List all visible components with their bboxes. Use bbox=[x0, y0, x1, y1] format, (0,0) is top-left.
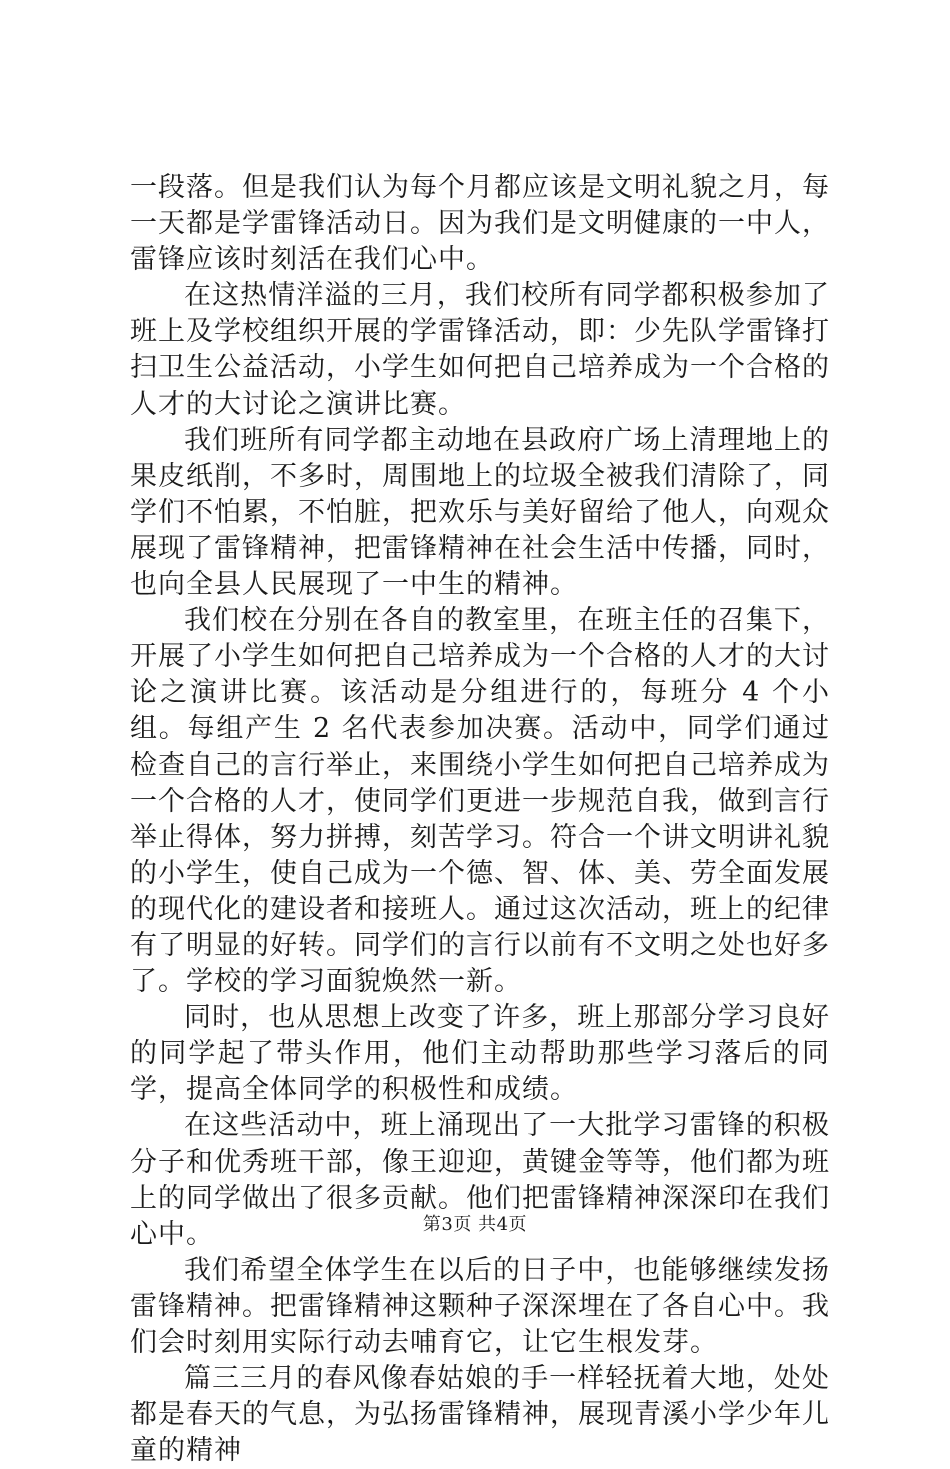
paragraph-continued: 一段落。但是我们认为每个月都应该是文明礼貌之月，每一天都是学雷锋活动日。因为我们是文明健康的一中人，雷锋应该时刻活在我们心中。 bbox=[130, 172, 830, 276]
paragraph: 我们班所有同学都主动地在县政府广场上清理地上的果皮纸削，不多时，周围地上的垃圾全被我们清除了，同学们不怕累，不怕脏，把欢乐与美好留给了他人，向观众展现了雷锋精神，把雷锋精神在社会生活中传播，同时，也向全县人民展现了一中生的精神。 bbox=[130, 424, 830, 601]
paragraph: 篇三三月的春风像春姑娘的手一样轻抚着大地，处处都是春天的气息，为弘扬雷锋精神，展现青溪小学少年儿童的精神 bbox=[130, 1363, 830, 1467]
page-number-footer: 第3页 共4页 bbox=[422, 1214, 528, 1235]
paragraph: 同时，也从思想上改变了许多，班上那部分学习良好的同学起了带头作用，他们主动帮助那些学习落后的同学，提高全体同学的积极性和成绩。 bbox=[130, 1002, 830, 1106]
paragraph: 我们校在分别在各自的教室里，在班主任的召集下，开展了小学生如何把自己培养成为一个合格的人才的大讨论之演讲比赛。该活动是分组进行的，每班分 4 个小组。每组产生 2 名代表参加决赛。活动中，同学们通过检查自己的言行举止，来围绕小学生如何把自己培养成为一个合格的人才，使同学们更进一步规范自我，做到言行举止得体，努力拼搏，刻苦学习。符合一个讲文明讲礼貌的小学生，使自己成为一个德、智、体、美、劳全面发展的现代化的建设者和接班人。通过这次活动，班上的纪律有了明显的好转。同学们的言行以前有不文明之处也好多了。学校的学习面貌焕然一新。 bbox=[130, 605, 830, 998]
paragraph: 在这些活动中，班上涌现出了一大批学习雷锋的积极分子和优秀班干部，像王迎迎，黄键金等等，他们都为班上的同学做出了很多贡献。他们把雷锋精神深深印在我们心中。 bbox=[130, 1110, 830, 1250]
paragraph: 我们希望全体学生在以后的日子中，也能够继续发扬雷锋精神。把雷锋精神这颗种子深深埋在了各自心中。我们会时刻用实际行动去哺育它，让它生根发芽。 bbox=[130, 1254, 830, 1358]
document-body bbox=[130, 170, 830, 1469]
paragraph: 在这热情洋溢的三月，我们校所有同学都积极参加了班上及学校组织开展的学雷锋活动，即：少先队学雷锋打扫卫生公益活动，小学生如何把自己培养成为一个合格的人才的大讨论之演讲比赛。 bbox=[130, 280, 830, 420]
